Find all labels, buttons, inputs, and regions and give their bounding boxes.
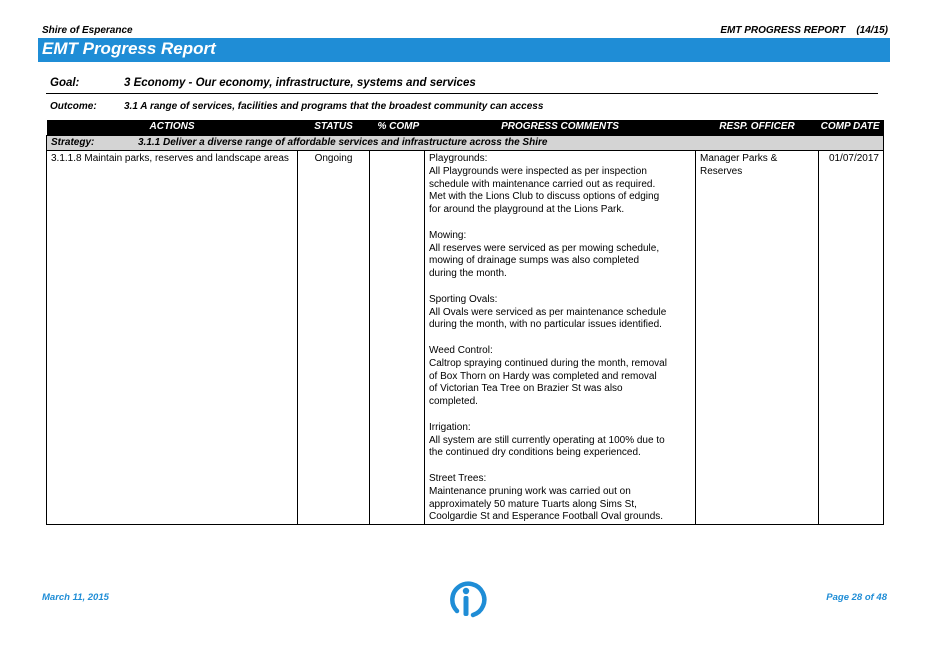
section-index: (14/15) (856, 25, 888, 36)
shire-logo-icon (443, 578, 487, 620)
organisation-name: Shire of Esperance (42, 25, 133, 36)
col-progress-comments: PROGRESS COMMENTS (425, 120, 696, 136)
table-header (47, 120, 884, 136)
title-bar (38, 38, 890, 62)
goal-divider (46, 93, 878, 94)
outcome-label: Outcome: (50, 101, 97, 112)
report-label: EMT PROGRESS REPORT (14/15) (720, 25, 888, 36)
strategy-label: Strategy: (51, 136, 95, 148)
col-resp-officer: RESP. OFFICER (696, 120, 819, 136)
comp-date-cell: 01/07/2017 (819, 151, 884, 525)
outcome-text: 3.1 A range of services, facilities and programs that the broadest community can access (124, 101, 544, 112)
comp-cell (370, 151, 425, 525)
page-title: EMT Progress Report (42, 39, 216, 58)
table-row (47, 151, 884, 525)
col-comp-date: COMP DATE (819, 120, 884, 136)
footer-page-number: Page 28 of 48 (826, 592, 887, 603)
status-cell: Ongoing (298, 151, 370, 525)
goal-text: 3 Economy - Our economy, infrastructure, systems and services (124, 77, 476, 89)
col-comp: % COMP (370, 120, 425, 136)
resp-officer-cell: Manager Parks & Reserves (696, 151, 819, 525)
strategy-row (47, 136, 884, 151)
col-status: STATUS (298, 120, 370, 136)
action-cell: 3.1.1.8 Maintain parks, reserves and landscape areas (47, 151, 298, 525)
strategy-text: 3.1.1 Deliver a diverse range of affordable services and infrastructure across the Shire (138, 136, 548, 148)
goal-label: Goal: (50, 77, 80, 89)
footer-date: March 11, 2015 (42, 592, 109, 603)
progress-comments-cell: Playgrounds: All Playgrounds were inspected as per inspection schedule with maintenance carried out as required. Met with the Lions Club to discuss options of edging for around the playground at the Lions Park. Mowing: All reserves were serviced as per mowing schedule, mowing of drainage sumps was also completed during the month. Sporting Ovals: All Ovals were serviced as per maintenance schedule during the month, with no particular issues identified. Weed Control: Caltrop spraying continued during the month, removal of Box Thorn on Hardy was completed and removal of Victorian Tea Tree on Brazier St was also completed. Irrigation: All system are still currently operating at 100% due to the continued dry conditions being experienced. Street Trees: Maintenance pruning work was carried out on approximately 50 mature Tuarts along Sims St, Coolgardie St and Esperance Football Oval grounds. (425, 151, 696, 525)
col-actions: ACTIONS (47, 120, 298, 136)
progress-table (46, 120, 884, 525)
